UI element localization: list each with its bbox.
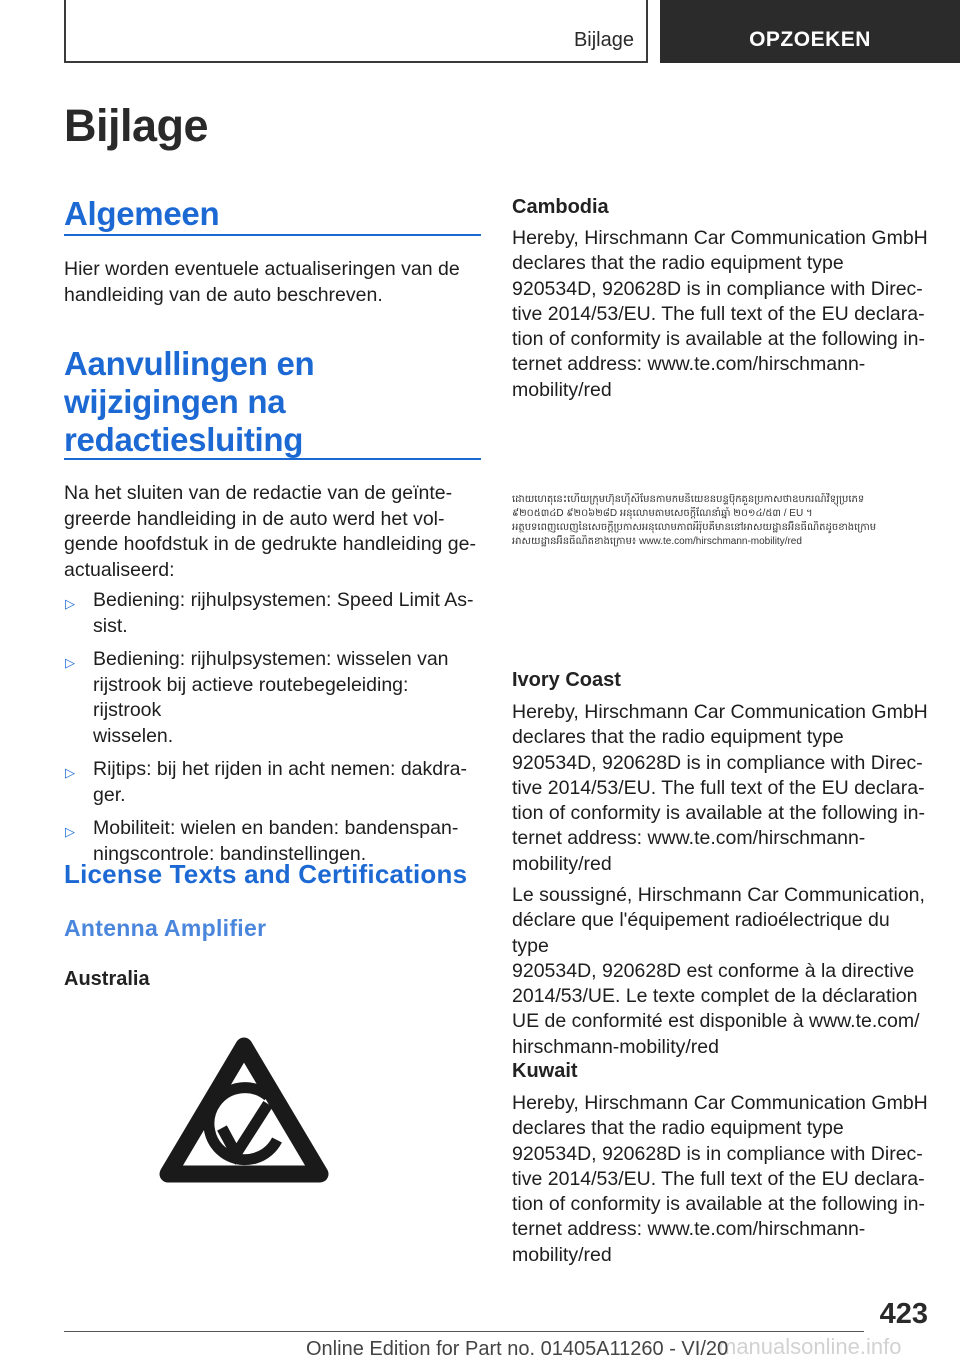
heading-line: wijzigingen na: [64, 383, 286, 420]
list-item: [64, 588, 480, 639]
footer-edition: Online Edition for Part no. 01405A11260 - VI/20: [306, 1338, 729, 1360]
text-line: ternet address: www.te.com/hirschmann-: [512, 827, 866, 850]
heading-algemeen: Algemeen: [64, 195, 220, 232]
text-line: gende hoofdstuk in de gedrukte handleiding ge-: [64, 533, 476, 555]
list-item: [64, 647, 480, 749]
text-line: actualiseerd:: [64, 558, 175, 581]
heading-license: License Texts and Certifications: [64, 859, 468, 889]
text-line: ningscontrole: bandinstellingen.: [93, 842, 367, 865]
text-line: Hereby, Hirschmann Car Communication GmbH: [512, 1092, 928, 1114]
text-line: Na het sluiten van de redactie van de geïnte-: [64, 482, 453, 504]
khmer-line: អត្ថបទពេញលេញនៃសេចក្តីប្រកាសអនុលោមភាពអឺរ៉ុបគឺមាននៅអាសយដ្ឋានអ៊ីនធឺណិតដូចខាងក្រោម: [512, 522, 877, 533]
text-line: tive 2014/53/EU. The full text of the EU declara-: [512, 302, 925, 325]
khmer-line: ៩២០៥៣៤D ៩២០៦២៨D អនុលោមតាមសេចក្តីណែនាំឆ្នាំ ២០១៤/៥៣ / EU ។: [512, 508, 813, 519]
text-line: Le soussigné, Hirschmann Car Communication,: [512, 884, 925, 906]
kuwait-text: [512, 1091, 928, 1268]
text-line: ger.: [93, 783, 126, 806]
label-kuwait: Kuwait: [512, 1060, 578, 1082]
text-line: 920534D, 920628D is in compliance with Direc-: [512, 751, 923, 774]
header-section-label: Bijlage: [573, 29, 634, 51]
text-line: déclare que l'équipement radioélectrique du type: [512, 909, 890, 957]
list-item: [64, 757, 480, 808]
triangle-right-icon: ▷: [65, 655, 75, 670]
footer-rule: [64, 1331, 864, 1332]
label-cambodia: Cambodia: [512, 196, 609, 218]
text-line: ternet address: www.te.com/hirschmann-: [512, 1218, 866, 1241]
text-line: tive 2014/53/EU. The full text of the EU declara-: [512, 1167, 925, 1190]
rcm-compliance-icon: [156, 1032, 332, 1194]
text-line: Bediening: rijhulpsystemen: Speed Limit As-: [93, 589, 474, 611]
text-line: 920534D, 920628D est conforme à la directive: [512, 959, 915, 982]
triangle-right-icon: ▷: [65, 596, 75, 611]
khmer-line: ដោយហេតុនេះហើយក្រុមហ៊ុនហ៊ីសឹមែនកាមកមនិយេខនបន្ទប៊ុកគួនប្រកាសថាឧបករណ៍វិទ្យុប្រភេទ: [512, 494, 865, 505]
heading-antenna-amplifier: Antenna Amplifier: [64, 915, 267, 941]
heading-line: Aanvullingen en: [64, 345, 315, 382]
page-number: 423: [879, 1298, 928, 1330]
text-line: 920534D, 920628D is in compliance with Direc-: [512, 277, 923, 300]
text-line: declares that the radio equipment type: [512, 1117, 844, 1140]
text-line: Mobiliteit: wielen en banden: bandenspan-: [93, 817, 459, 839]
aanvullingen-intro: [64, 481, 478, 583]
text-line: Hereby, Hirschmann Car Communication GmbH: [512, 227, 928, 249]
heading-line: redactiesluiting: [64, 421, 304, 458]
triangle-right-icon: ▷: [65, 765, 75, 780]
text-line: Bediening: rijhulpsystemen: wisselen van: [93, 648, 449, 670]
ivory-coast-text-en: [512, 700, 928, 877]
text-line: mobility/red: [512, 852, 612, 875]
text-line: 920534D, 920628D is in compliance with Direc-: [512, 1142, 923, 1165]
text-line: tive 2014/53/EU. The full text of the EU declara-: [512, 776, 925, 799]
cambodia-khmer-text: [512, 493, 928, 549]
header-section-box: [64, 0, 648, 63]
ivory-coast-text-fr: [512, 883, 928, 1060]
text-line: declares that the radio equipment type: [512, 252, 844, 275]
text-line: declares that the radio equipment type: [512, 726, 844, 749]
cambodia-text: [512, 226, 928, 403]
text-line: sist.: [93, 614, 128, 637]
text-line: tion of conformity is available at the following in-: [512, 1193, 925, 1216]
search-button[interactable]: OPZOEKEN: [660, 0, 960, 63]
text-line: Rijtips: bij het rijden in acht nemen: dakdra-: [93, 758, 467, 780]
text-line: UE de conformité est disponible à www.te.com/: [512, 1010, 920, 1033]
heading-rule: [64, 234, 481, 236]
text-line: 2014/53/UE. Le texte complet de la déclaration: [512, 985, 918, 1008]
label-australia: Australia: [64, 968, 150, 990]
text-line: rijstrook bij actieve routebegeleiding: rijstrook: [93, 673, 409, 721]
update-list: [64, 588, 480, 875]
label-ivory-coast: Ivory Coast: [512, 669, 621, 691]
heading-aanvullingen: [64, 345, 314, 459]
text-line: mobility/red: [512, 378, 612, 401]
text-line: ternet address: www.te.com/hirschmann-: [512, 353, 866, 376]
text-line: tion of conformity is available at the following in-: [512, 802, 925, 825]
text-line: wisselen.: [93, 724, 174, 747]
text-line: tion of conformity is available at the following in-: [512, 328, 925, 351]
text-line: Hereby, Hirschmann Car Communication GmbH: [512, 701, 928, 723]
page-title: Bijlage: [64, 100, 209, 151]
text-line: hirschmann-mobility/red: [512, 1035, 719, 1058]
triangle-right-icon: ▷: [65, 824, 75, 839]
text-line: greerde handleiding in de auto werd het vol-: [64, 507, 445, 530]
heading-rule: [64, 458, 481, 460]
text-line: mobility/red: [512, 1243, 612, 1266]
algemeen-text: Hier worden eventuele actualiseringen van de handleiding van de auto beschreven.: [64, 258, 460, 306]
khmer-line: អាសយដ្ឋានអ៊ីនធឺណិតខាងក្រោម៖ www.te.com/hirschmann-mobility/red: [512, 536, 802, 547]
watermark: manualsonline.info: [718, 1334, 902, 1359]
